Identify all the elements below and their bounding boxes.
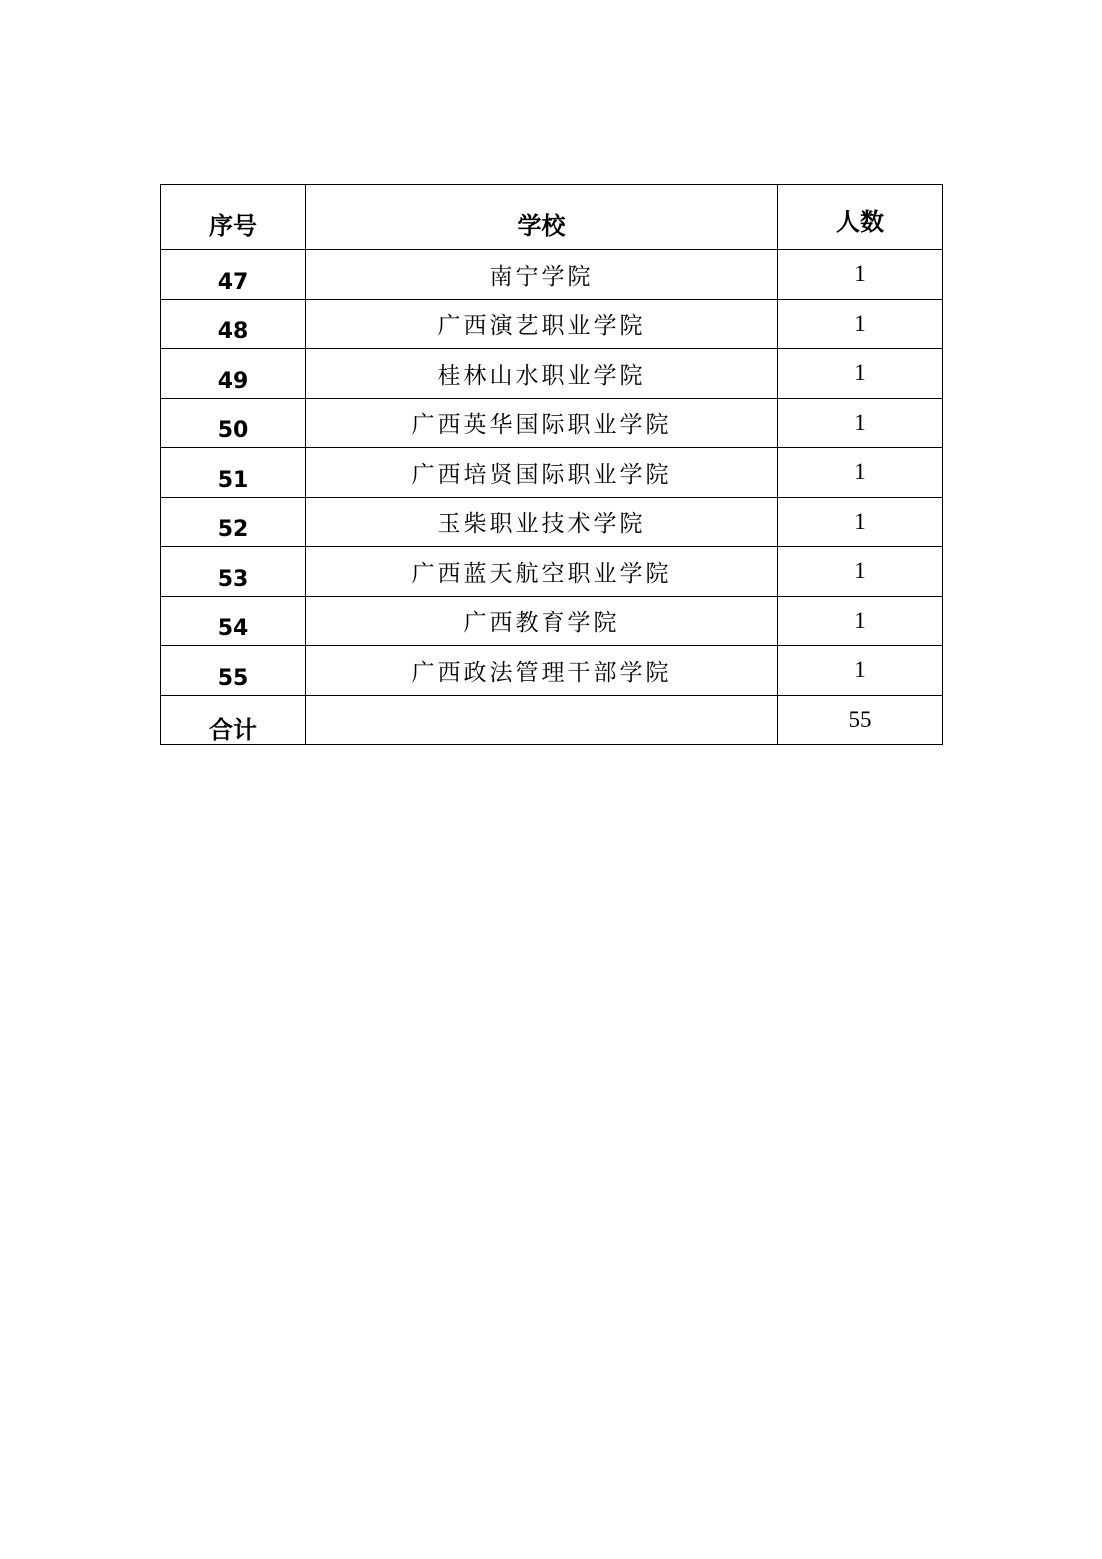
row-count: 1 — [778, 250, 943, 300]
row-count: 1 — [778, 299, 943, 349]
row-index: 52 — [161, 497, 306, 547]
row-index: 53 — [161, 547, 306, 597]
row-count: 1 — [778, 398, 943, 448]
row-index: 55 — [161, 646, 306, 696]
row-count: 1 — [778, 448, 943, 498]
row-school: 桂林山水职业学院 — [306, 349, 778, 399]
total-label: 合计 — [161, 695, 306, 745]
total-row — [161, 695, 943, 745]
row-school: 广西英华国际职业学院 — [306, 398, 778, 448]
row-school: 广西政法管理干部学院 — [306, 646, 778, 696]
total-school — [306, 695, 778, 745]
total-count: 55 — [778, 695, 943, 745]
table-row — [161, 299, 943, 349]
table-row — [161, 646, 943, 696]
row-index: 47 — [161, 250, 306, 300]
row-count: 1 — [778, 497, 943, 547]
table-row — [161, 349, 943, 399]
row-index: 49 — [161, 349, 306, 399]
table-row — [161, 398, 943, 448]
row-count: 1 — [778, 646, 943, 696]
row-school: 广西培贤国际职业学院 — [306, 448, 778, 498]
row-school: 玉柴职业技术学院 — [306, 497, 778, 547]
table-row — [161, 497, 943, 547]
row-index: 54 — [161, 596, 306, 646]
table-header-row — [161, 185, 943, 250]
table-row — [161, 547, 943, 597]
header-index: 序号 — [161, 185, 306, 250]
table-row — [161, 250, 943, 300]
row-school: 广西教育学院 — [306, 596, 778, 646]
row-index: 50 — [161, 398, 306, 448]
header-count: 人数 — [778, 185, 943, 250]
row-school: 广西演艺职业学院 — [306, 299, 778, 349]
row-index: 51 — [161, 448, 306, 498]
header-school: 学校 — [306, 185, 778, 250]
row-count: 1 — [778, 547, 943, 597]
table-row — [161, 596, 943, 646]
row-count: 1 — [778, 349, 943, 399]
school-quota-table — [160, 184, 943, 745]
row-school: 广西蓝天航空职业学院 — [306, 547, 778, 597]
table-row — [161, 448, 943, 498]
row-school: 南宁学院 — [306, 250, 778, 300]
row-index: 48 — [161, 299, 306, 349]
row-count: 1 — [778, 596, 943, 646]
